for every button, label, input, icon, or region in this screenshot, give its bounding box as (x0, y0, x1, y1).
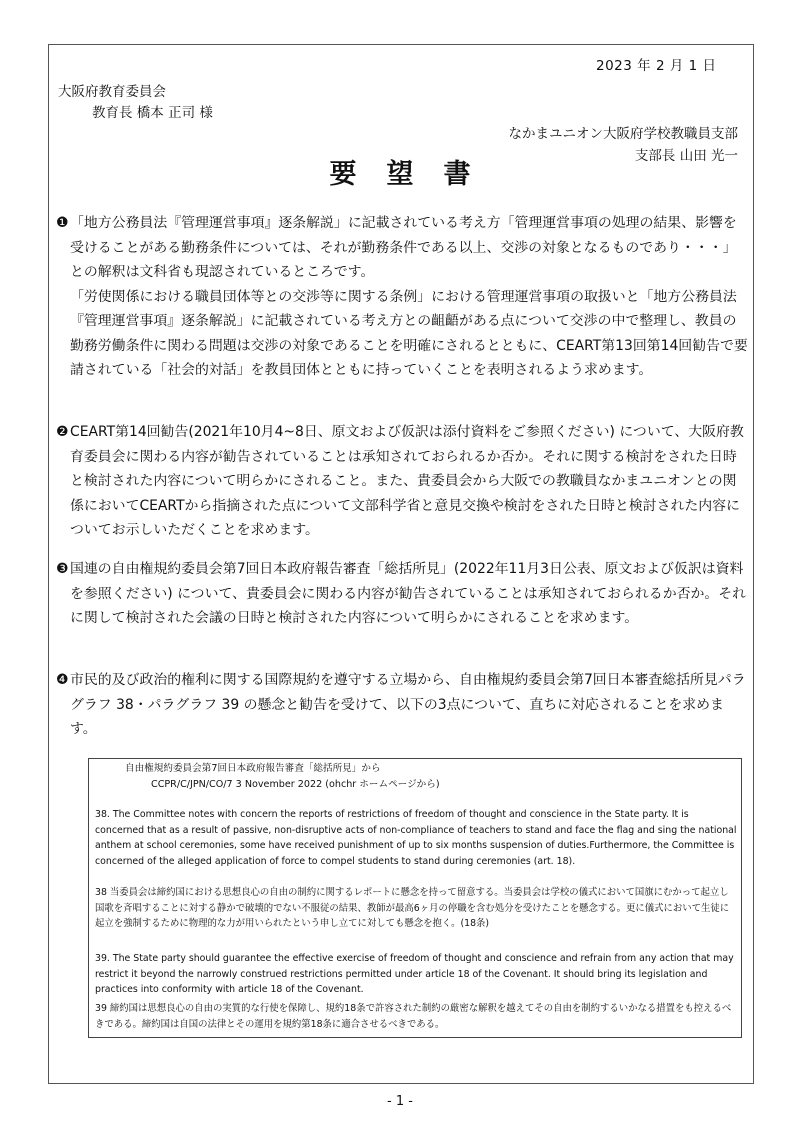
excerpt-paragraph-38-english: 38. The Committee notes with concern the reports of restrictions of freedom of thought and conscience in the State party. It is concerned that as a result of passive, non-disruptive acts of non-compliance of teachers to stand and face the flag and sing the national anthem at school ceremonies, some have received punishment of up to six months suspension of duties.Furthermore, the Committee is concerned of the alleged application of force to compel students to stand during ceremonies (art. 18). (95, 809, 737, 867)
sender-organization: なかまユニオン大阪府学校教職員支部 (508, 126, 738, 142)
document-date: 2023 年 2 月 1 日 (596, 58, 717, 74)
sender-name: 支部長 山田 光一 (634, 148, 738, 164)
request-1-paragraph-2: 「労使関係における職員団体等との交渉等に関する条例」における管理運営事項の取扱いと「地方公務員法『管理運営事項』逐条解説」に記載されている考え方との齟齬がある点について交渉の中で整理し、教員の勤務労働条件に関わる問題は交渉の対象であることを明確にされるとともに、CEART第13回第14回勧告で要請されている「社会的対話」を教員団体とともに持っていくことを表明されるよう求めます。 (70, 288, 748, 378)
request-number-4: ❹ (56, 672, 69, 688)
request-1-paragraph-1: 「地方公務員法『管理運営事項』逐条解説」に記載されている考え方「管理運営事項の処理の結果、影響を受けることがある勤務条件については、それが勤務条件である以上、交渉の対象となるものであり・・・」との解釈は文科省も現認されているところです。 (70, 215, 737, 280)
excerpt-title: 自由権規約委員会第7回日本政府報告審査「総括所見」から (125, 763, 381, 774)
page-number: - 1 - (387, 1094, 413, 1109)
request-3-paragraph-1: 国連の自由権規約委員会第7回日本政府報告審査「総括所見」(2022年11月3日公表、原文および仮訳は資料を参照ください) について、貴委員会に関わる内容が勧告されていることは承知されておられるか否か。それに関して検討された会議の日時と検討された内容について明らかにされることを求めます。 (70, 561, 747, 626)
request-item-4 (56, 668, 750, 742)
request-number-3: ❸ (56, 561, 69, 577)
excerpt-box (88, 758, 742, 1038)
request-number-2: ❷ (56, 424, 69, 440)
request-number-1: ❶ (56, 215, 69, 231)
excerpt-paragraph-39-english: 39. The State party should guarantee the effective exercise of freedom of thought and conscience and refrain from any action that may restrict it beyond the narrowly construed restrictions permitted under article 18 of the Covenant. It should bring its legislation and practices into conformity with article 18 of the Covenant. (95, 953, 734, 996)
addressee-organization: 大阪府教育委員会 (58, 84, 166, 100)
request-item-3 (56, 557, 750, 631)
request-2-paragraph-1: CEART第14回勧告(2021年10月4~8日、原文および仮訳は添付資料をご参照ください) について、大阪府教育委員会に関わる内容が勧告されていることは承知されておられるか否か。それに関する検討をされた日時と検討された内容について明らかにされること。また、貴委員会から大阪での教職員なかまユニオンとの関係においてCEARTから指摘された点について文部科学省と意見交換や検討をされた日時と検討された内容についてお示しいただくことを求めます。 (70, 424, 744, 538)
addressee-name: 教育長 橋本 正司 様 (92, 105, 213, 121)
request-item-1 (56, 211, 750, 383)
excerpt-reference: CCPR/C/JPN/CO/7 3 November 2022 (ohchr ホームページから) (151, 779, 440, 790)
request-4-paragraph-1: 市民的及び政治的権利に関する国際規約を遵守する立場から、自由権規約委員会第7回日本審査総括所見パラグラフ 38・パラグラフ 39 の懸念と勧告を受けて、以下の3点について、直ちに対応されることを求めます。 (70, 672, 746, 737)
request-item-2 (56, 420, 750, 543)
document-title: 要望書 (329, 159, 501, 190)
excerpt-paragraph-38-japanese: 38 当委員会は締約国における思想良心の自由の制約に関するレポートに懸念を持って留意する。当委員会は学校の儀式において国旗にむかって起立し国歌を斉唱することに対する静かで破壊的でない不服従の結果、教師が最高6ヶ月の停職を含む処分を受けたことを懸念する。更に儀式において生徒に起立を強制するために物理的な力が用いられたという申し立てに対しても懸念を抱く。(18条) (95, 887, 730, 930)
excerpt-paragraph-39-japanese: 39 締約国は思想良心の自由の実質的な行使を保障し、規約18条で許容された制約の厳密な解釈を越えてその自由を制約するいかなる措置をも控えるべきである。締約国は自国の法律とその運用を規約第18条に適合させるべきである。 (95, 1003, 732, 1030)
